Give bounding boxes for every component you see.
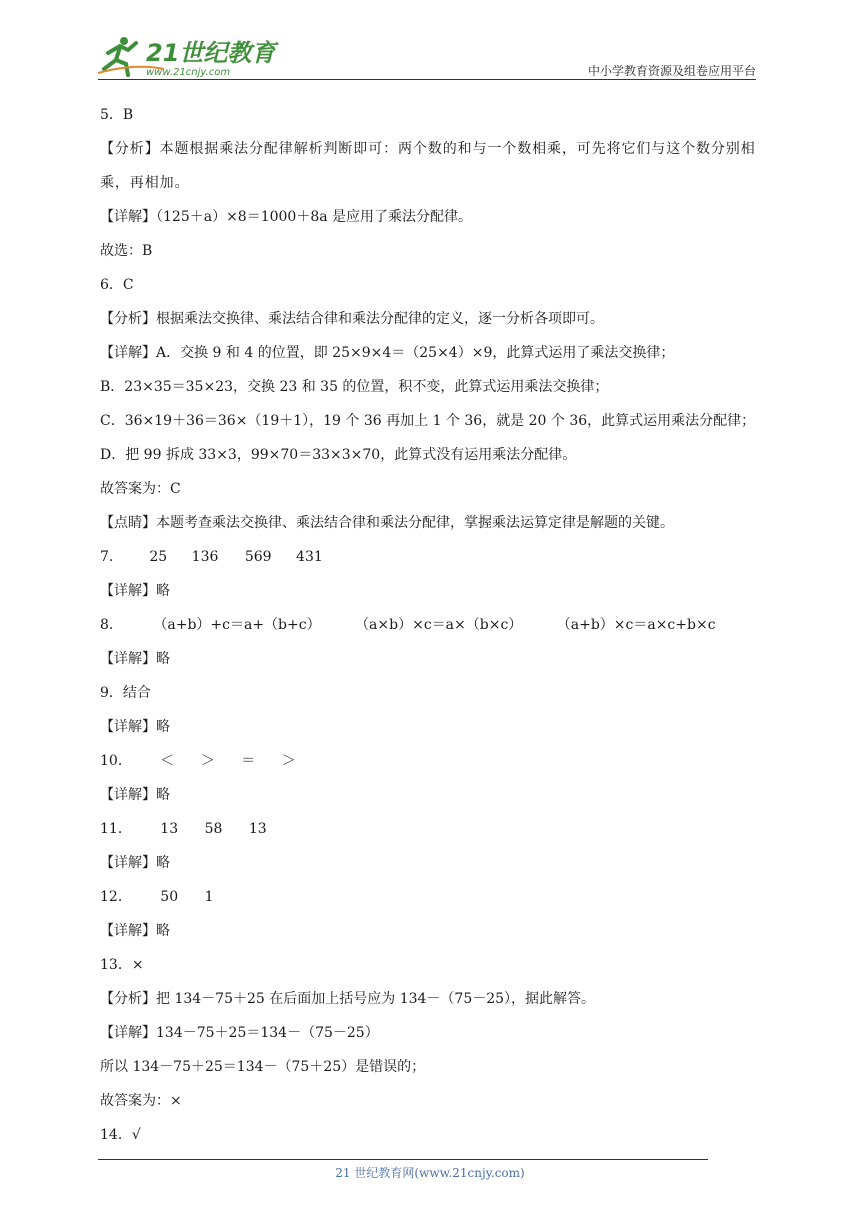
answer-blank: （a×b）×c＝a×（b×c）: [355, 617, 523, 633]
question-8-answers: [100, 608, 760, 642]
detail-line: 【详解】略: [100, 855, 170, 871]
detail-line: 【详解】略: [100, 787, 170, 803]
detail-line: B．23×35＝35×23，交换 23 和 35 的位置，积不变，此算式运用乘法交换律；: [100, 379, 609, 395]
question-number: 8．: [100, 617, 123, 633]
answer-blank: 1: [204, 889, 214, 905]
platform-name: 中小学教育资源及组卷应用平台: [587, 64, 756, 78]
answer-blank: 13: [248, 821, 267, 837]
footer-source: 21 世纪教育网(www.21cnjy.com): [335, 1166, 525, 1180]
answer-line: 5．B: [100, 107, 134, 123]
site-logo: [94, 33, 276, 81]
explanation-line: 所以 134－75＋25＝134－（75＋25）是错误的；: [100, 1059, 426, 1075]
answer-blank: ＞: [281, 753, 296, 769]
question-number: 7．: [100, 549, 123, 565]
question-number: 10．: [100, 753, 132, 769]
logo-text: 21世纪教育: [146, 39, 276, 67]
answer-blank: （a+b）×c＝a×c+b×c: [556, 617, 716, 633]
footer-divider: [98, 1159, 708, 1160]
answer-blank: ＜: [160, 753, 175, 769]
answer-line: 9．结合: [100, 685, 151, 701]
analysis-line: 【分析】根据乘法交换律、乘法结合律和乘法分配律的定义，逐一分析各项即可。: [100, 311, 604, 327]
conclusion-line: 故答案为：×: [100, 1093, 182, 1109]
runner-logo-icon: [94, 33, 276, 81]
answer-content: [100, 98, 760, 1152]
answer-blank: 136: [191, 549, 219, 565]
detail-line: 【详解】134－75＋25＝134－（75－25）: [100, 1025, 379, 1041]
answer-blank: 569: [244, 549, 272, 565]
question-12-answers: [100, 880, 760, 914]
answer-blank: 58: [204, 821, 223, 837]
detail-line: D．把 99 拆成 33×3，99×70＝33×3×70，此算式没有运用乘法分配律。: [100, 447, 577, 463]
analysis-line: 【分析】把 134－75＋25 在后面加上括号应为 134－（75－25），据此解答。: [100, 991, 596, 1007]
detail-line: 【详解】（125＋a）×8＝1000＋8a 是应用了乘法分配律。: [100, 209, 473, 225]
logo-url: www.21cnjy.com: [146, 67, 231, 78]
answer-blank: （a+b）+c＝a+（b+c）: [153, 617, 321, 633]
detail-line: 【详解】略: [100, 719, 170, 735]
conclusion-line: 故答案为：C: [100, 481, 181, 497]
key-point-line: 【点睛】本题考查乘法交换律、乘法结合律和乘法分配律，掌握乘法运算定律是解题的关键。: [100, 515, 674, 531]
answer-blank: 13: [160, 821, 179, 837]
answer-blank: 431: [296, 549, 323, 565]
answer-blank: 50: [160, 889, 179, 905]
question-7-answers: [100, 540, 760, 574]
answer-line: 14．√: [100, 1127, 141, 1143]
detail-line: 【详解】A．交换 9 和 4 的位置，即 25×9×4＝（25×4）×9，此算式运用了乘法交换律；: [100, 345, 675, 361]
question-number: 12．: [100, 889, 132, 905]
analysis-line: 【分析】本题根据乘法分配律解析判断即可：两个数的和与一个数相乘，可先将它们与这个数分别相乘，再相加。: [100, 141, 756, 191]
question-11-answers: [100, 812, 760, 846]
answer-blank: 25: [149, 549, 168, 565]
question-number: 11．: [100, 821, 132, 837]
answer-line: 6．C: [100, 277, 134, 293]
detail-line: 【详解】略: [100, 923, 170, 939]
answer-line: 13．×: [100, 957, 144, 973]
answer-blank: ＝: [241, 753, 256, 769]
conclusion-line: 故选：B: [100, 243, 153, 259]
page-header: [0, 0, 860, 80]
detail-line: 【详解】略: [100, 651, 170, 667]
question-10-answers: [100, 744, 760, 778]
header-divider: [98, 79, 756, 80]
answer-blank: ＞: [200, 753, 215, 769]
detail-line: C．36×19＋36＝36×（19＋1），19 个 36 再加上 1 个 36，就是 20 个 36，此算式运用乘法分配律；: [100, 413, 756, 429]
detail-line: 【详解】略: [100, 583, 170, 599]
